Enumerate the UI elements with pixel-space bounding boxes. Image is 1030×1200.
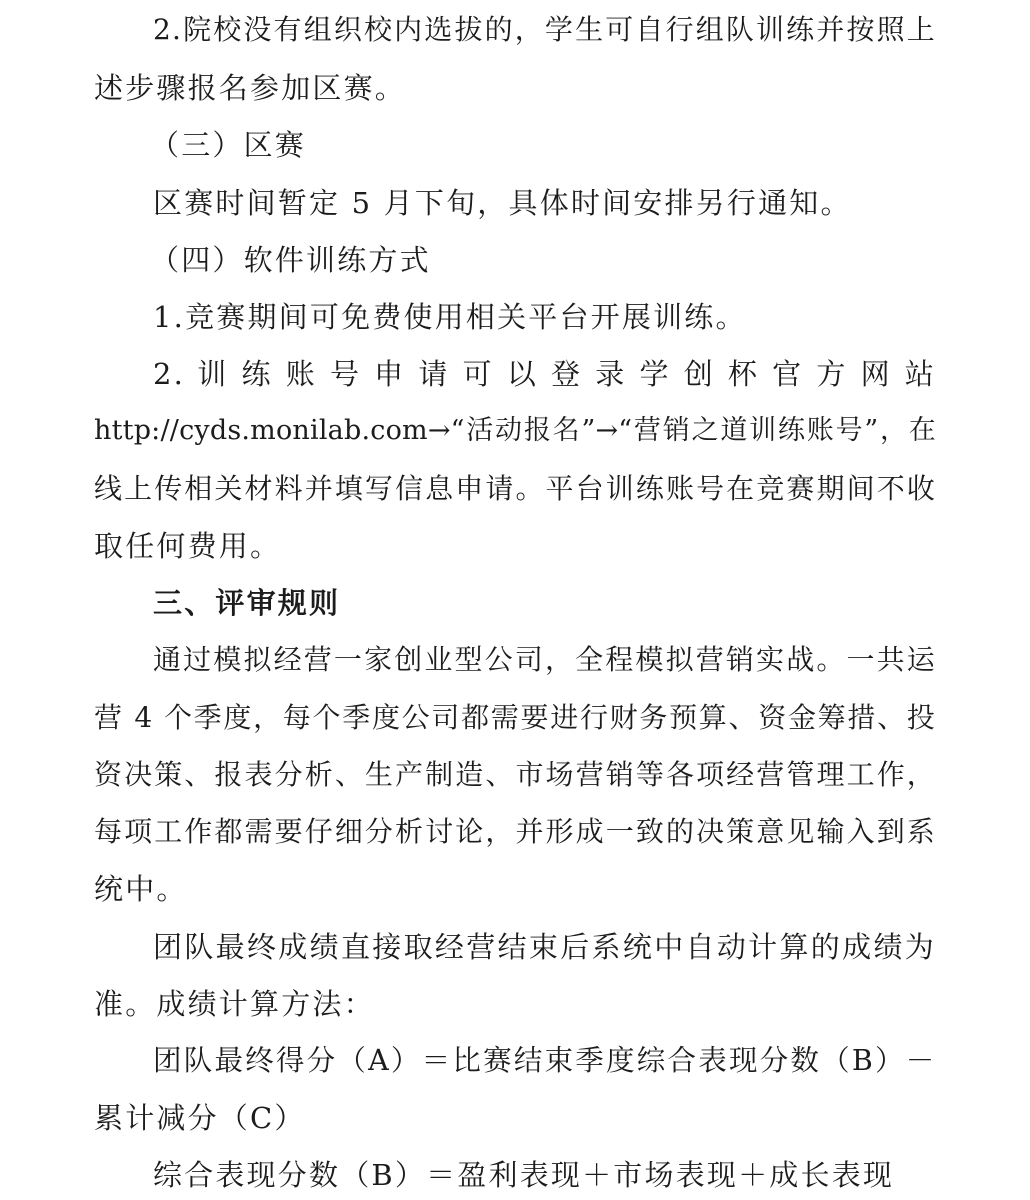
paragraph-line: 营 4 个季度，每个季度公司都需要进行财务预算、资金筹措、投: [94, 701, 936, 734]
formula-line: 综合表现分数（B）＝盈利表现＋市场表现＋成长表现: [153, 1158, 895, 1192]
paragraph-line: 团队最终成绩直接取经营结束后系统中自动计算的成绩为: [153, 930, 936, 964]
paragraph-line: 线上传相关材料并填写信息申请。平台训练账号在竞赛期间不收: [94, 472, 936, 505]
section-heading: （四）软件训练方式: [150, 243, 431, 277]
paragraph-line: 资决策、报表分析、生产制造、市场营销等各项经营管理工作，: [94, 758, 936, 791]
paragraph-line: 准。成绩计算方法：: [94, 987, 375, 1021]
paragraph-line: 2. 训 练 账 号 申 请 可 以 登 录 学 创 杯 官 方 网 站: [153, 357, 936, 391]
formula-line: 团队最终得分（A）＝比赛结束季度综合表现分数（B）－: [153, 1044, 936, 1077]
paragraph-line: 取任何费用。: [94, 529, 282, 563]
paragraph-line: 1.竞赛期间可免费使用相关平台开展训练。: [153, 300, 747, 334]
paragraph-line: 2.院校没有组织校内选拔的，学生可自行组队训练并按照上: [153, 13, 936, 46]
paragraph-line-url: http://cyds.monilab.com→“活动报名”→“营销之道训练账号”，在: [94, 415, 936, 446]
section-heading: 三、评审规则: [153, 586, 341, 620]
paragraph-line: 每项工作都需要仔细分析讨论，并形成一致的决策意见输入到系: [94, 815, 936, 848]
paragraph-line: 统中。: [94, 872, 188, 906]
paragraph-line: 通过模拟经营一家创业型公司，全程模拟营销实战。一共运: [153, 643, 936, 676]
paragraph-line: 区赛时间暂定 5 月下旬，具体时间安排另行通知。: [153, 186, 852, 220]
formula-line: 累计减分（C）: [94, 1101, 306, 1135]
paragraph-line: 述步骤报名参加区赛。: [94, 71, 407, 105]
section-heading: （三）区赛: [150, 128, 307, 162]
